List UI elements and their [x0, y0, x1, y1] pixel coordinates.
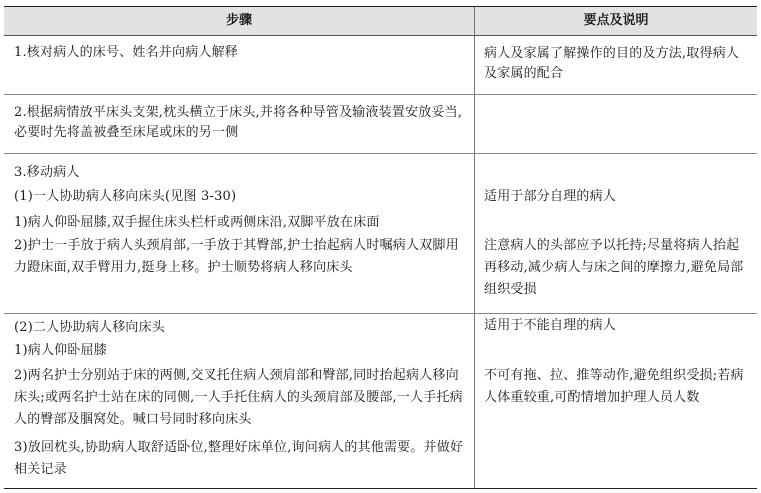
step-2-text: 2.根据病情放平床头支架,枕头横立于床头,并将各种导管及输液装置安放妥当,必要时先将盖被叠至床尾或床的另一侧 — [14, 105, 463, 140]
header-steps: 步骤 — [225, 13, 252, 28]
one-nurse-step-2-note: 注意病人的头部应予以托持;尽量将病人抬起再移动,减少病人与床之间的摩擦力,避免局部组织受损 — [484, 238, 744, 297]
row-divider — [4, 153, 757, 154]
step-3-final: 3)放回枕头,协助病人取舒适卧位,整理好床单位,询问病人的其他需要。并做好相关记录 — [14, 440, 464, 477]
two-nurse-step-1: 1)病人仰卧屈膝 — [14, 343, 107, 358]
step-3-title: 3.移动病人 — [14, 165, 80, 180]
step-1-note: 病人及家属了解操作的目的及方法,取得病人及家属的配合 — [484, 46, 740, 81]
table-header — [4, 7, 757, 36]
one-nurse-title: (1)一人协助病人移向床头(见图 3-30) — [14, 189, 237, 204]
one-nurse-note: 适用于部分自理的病人 — [484, 189, 617, 204]
two-nurse-title: (2)二人协助病人移向床头 — [14, 320, 166, 335]
procedure-table — [4, 6, 757, 489]
two-nurse-step-2: 2)两名护士分别站于床的两侧,交叉托住病人颈肩部和臀部,同时抬起病人移向床头;或两名护士站在床的同侧,一人手托住病人的头颈肩部及腰部,一人手托病人的臀部及腘窝处。喊口号同时移向床头 — [14, 368, 463, 427]
step-1-text: 1.核对病人的床号、姓名并向病人解释 — [14, 45, 239, 60]
one-nurse-step-2: 2)护士一手放于病人头颈肩部,一手放于其臀部,护士抬起病人时嘱病人双脚用力蹬床面,双手臂用力,挺身上移。护士顺势将病人移向床头 — [14, 238, 459, 275]
two-nurse-step-2-note: 不可有拖、拉、推等动作,避免组织受损;若病人体重较重,可酌情增加护理人员人数 — [484, 368, 744, 405]
one-nurse-step-1: 1)病人仰卧屈膝,双手握住床头栏杆或两侧床沿,双脚平放在床面 — [14, 215, 380, 230]
row-divider — [4, 94, 757, 95]
column-divider — [474, 7, 475, 488]
header-key-points: 要点及说明 — [583, 13, 649, 28]
row-divider — [4, 313, 757, 314]
two-nurse-note: 适用于不能自理的病人 — [484, 318, 617, 333]
